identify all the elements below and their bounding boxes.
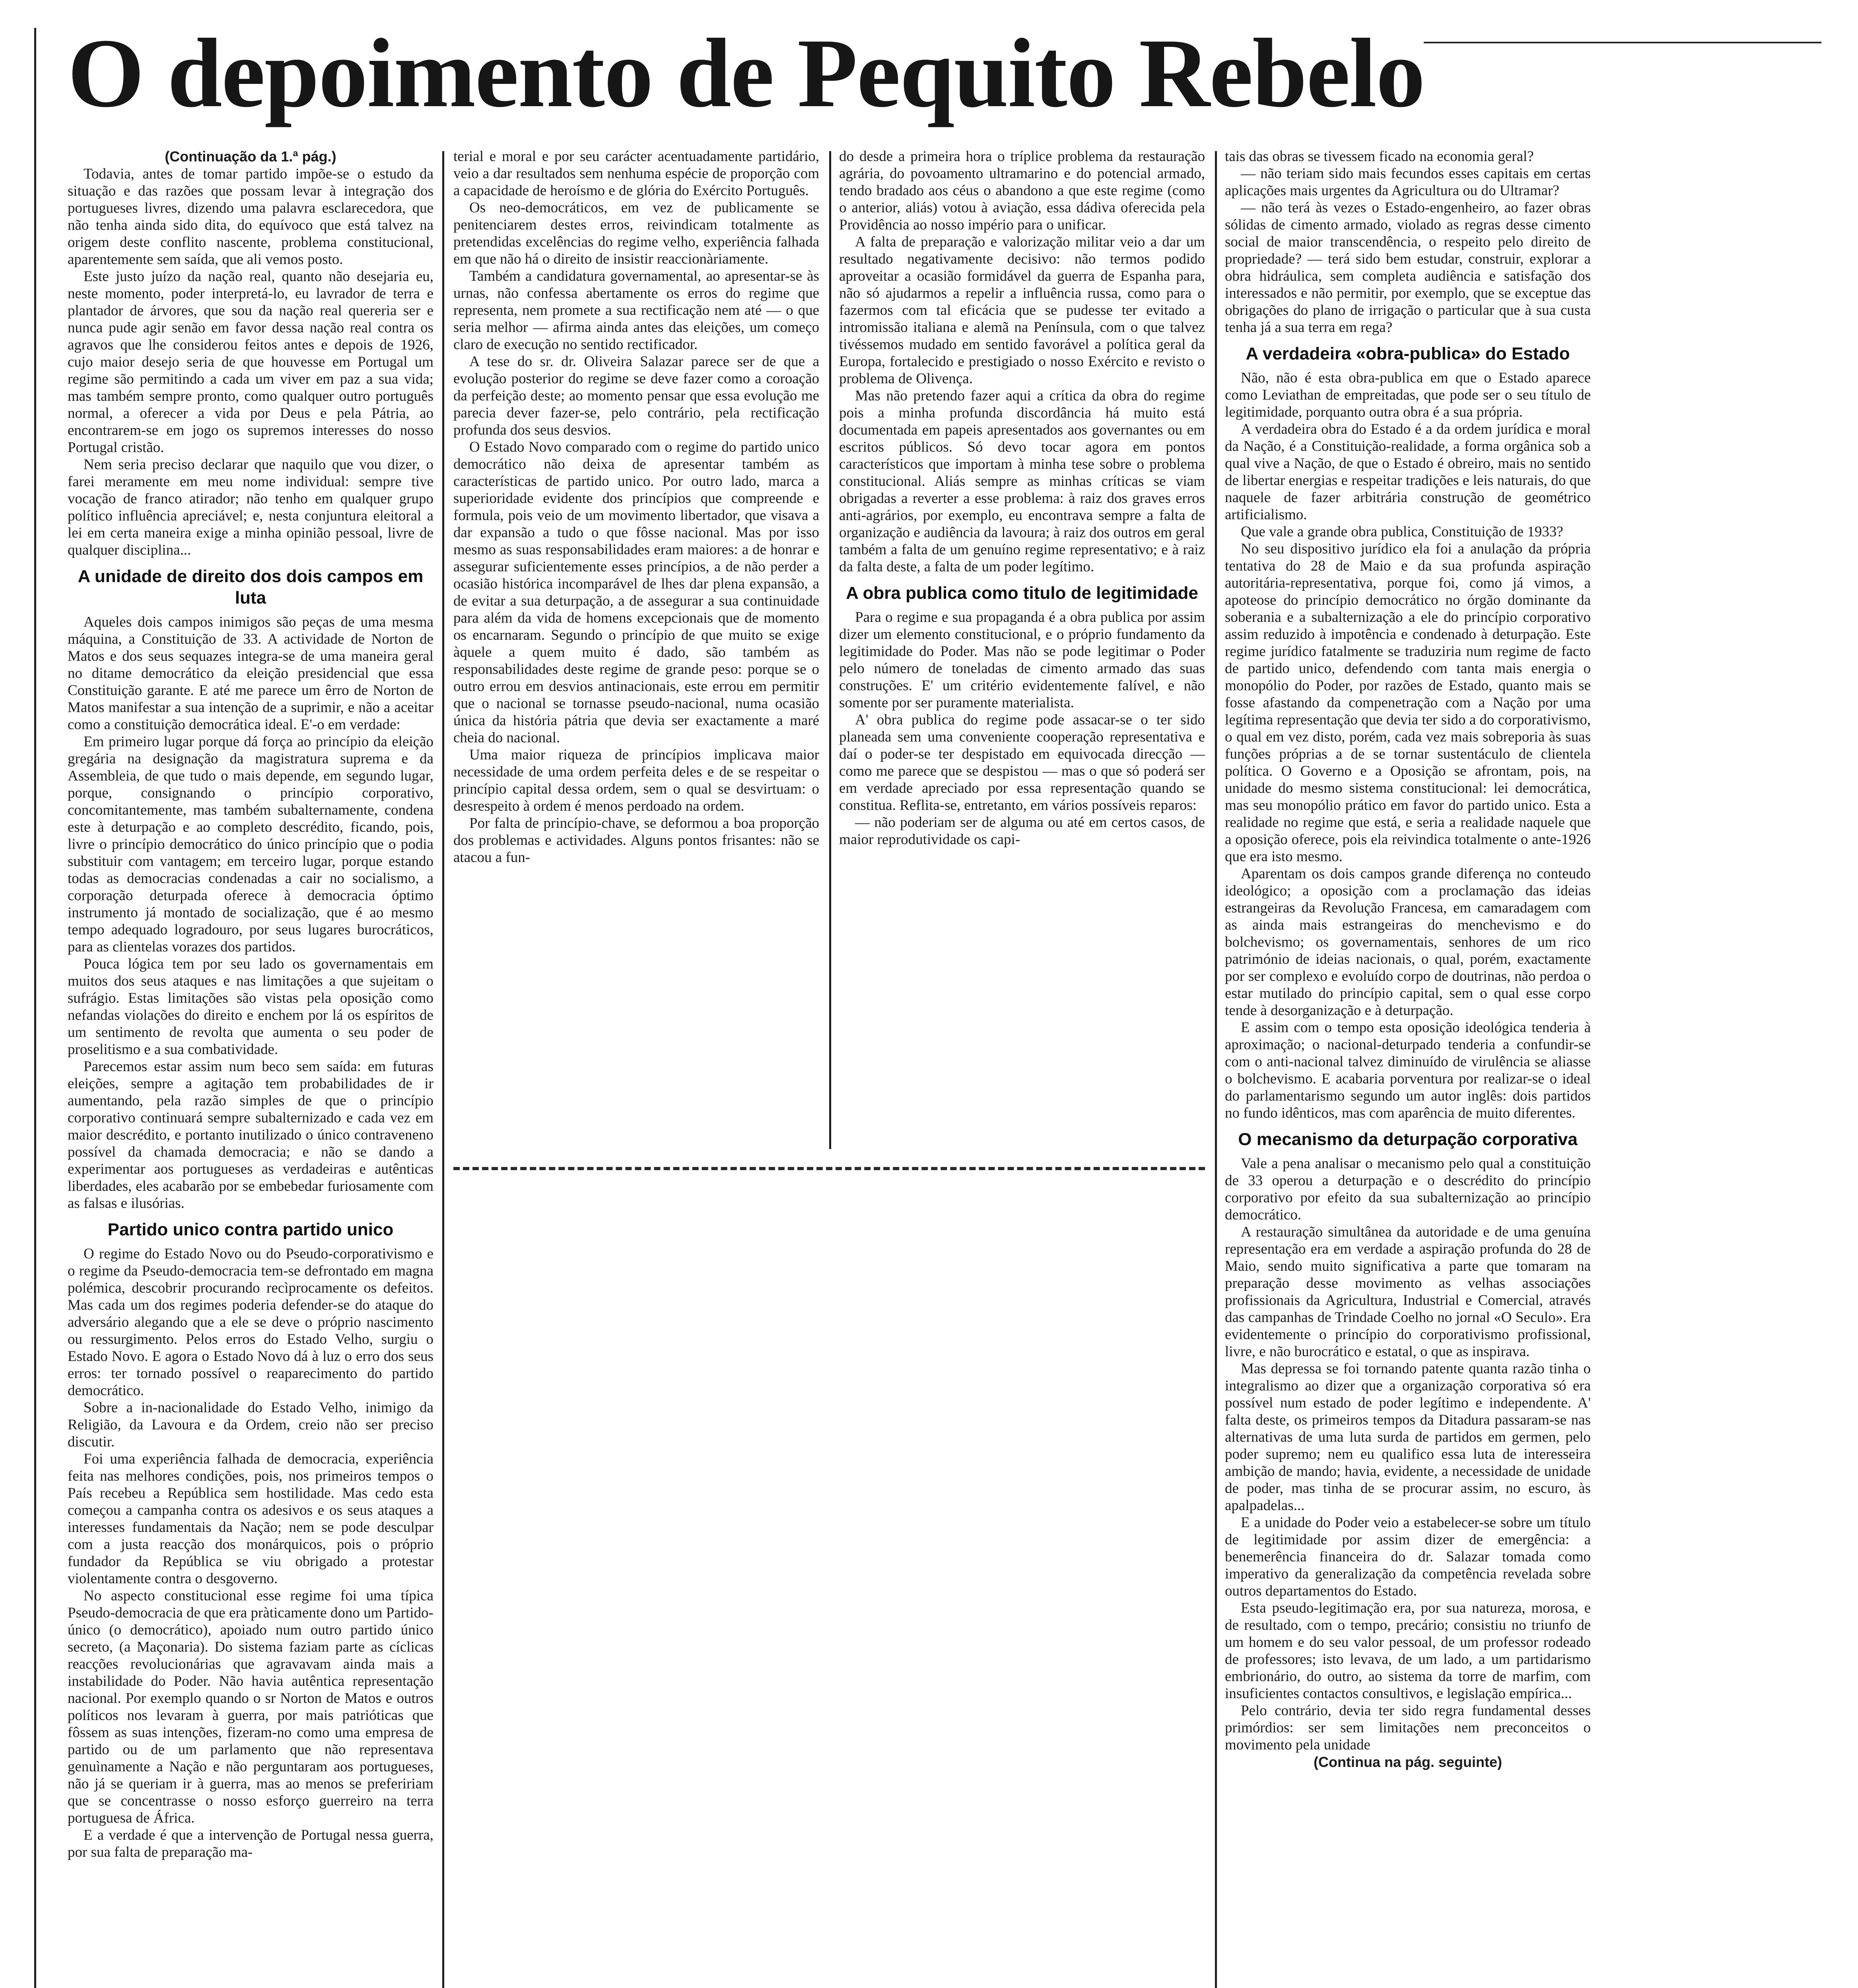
column-rule-2 (829, 151, 831, 1149)
section-heading: O mecanismo da deturpação corporativa (1238, 1130, 1578, 1149)
article-paragraph: Que vale a grande obra publica, Constituição de 1933? (1241, 524, 1563, 540)
left-margin-rule (34, 28, 36, 1988)
article-paragraph: Mas não pretendo fazer aqui a crítica da obra do regime pois a minha profunda discordância há muito está documentada em papeis apresentados aos governantes ou em escritos públicos. Só devo tocar agora em pontos característicos que importam à minha tese sobre o problema constitucional. Aliás sempre as minhas críticas se viam obrigadas a reverter a esse problema: à raiz dos graves erros anti-agrários, por exemplo, eu encontrava sempre a falta de organização e audiência da lavoura; à raiz dos outros em geral também a falta de um genuíno regime representativo; e à raiz da falta deste, a falta de um poder legítimo. (839, 388, 1205, 575)
article-paragraph: A' obra publica do regime pode assacar-se o ter sido planeada sem uma conveniente cooperação representativa e daí o poder-se ter despistado em equivocada direcção — como me parece que se despistou — mas o que só poderá ser em verdade apreciado por essa representação quando se constitua. Reflita-se, entretanto, em vários possíveis reparos: (839, 712, 1205, 813)
article-paragraph: tais das obras se tivessem ficado na economia geral? (1225, 148, 1534, 165)
article-paragraph: O regime do Estado Novo ou do Pseudo-corporativismo e o regime da Pseudo-democracia tem-se defrontado em magna polémica, descobrir procurando recìprocamente os defeitos. Mas cada um dos regimes poderia defender-se do ataque do adversário alegando que a ele se deve o próprio nascimento ou ressurgimento. Pelos erros do Estado Velho, surgiu o Estado Novo. E agora o Estado Novo dá à luz o erro dos seus erros: ter tornado possível o reaparecimento do partido democrático. (68, 1246, 433, 1399)
article-paragraph: O Estado Novo comparado com o regime do partido unico democrático não deixa de apresentar também as características de partido unico. Por outro lado, marca a superioridade evidente dos princípios que compreende e formula, pois veio de um movimento libertador, que visava a dar expansão a tudo o que fôsse nacional. Mas por isso mesmo as suas responsabilidades eram maiores: a de honrar e assegurar suficientemente esses princípios, a de não perder a ocasião histórica incomparável de lhes dar plena expansão, a de evitar a sua deturpação, a de assegurar a sua continuidade para além da vida de homens excepcionais que de momento os encarnaram. Segundo o princípio de que muito se exige àquele a quem muito é dado, são também as responsabilidades deste regime de grande peso: porque se o outro errou em desvios antinacionais, este errou em permitir que o nacional se tornasse pseudo-nacional, numa ocasião única da história pátria que devia ser exactamente a maré cheia do nacional. (453, 439, 819, 746)
article-column-3 (839, 148, 1205, 1158)
article-paragraph: Aparentam os dois campos grande diferença no conteudo ideológico; a oposição com a proclamação das ideias estrangeiras da Revolução Francesa, em camaradagem com as ainda mais estrangeiras do menchevismo e do bolchevismo; os governamentais, senhores de um rico património de ideias nacionais, o qual, porém, exactamente por ser complexo e evoluído corpo de doutrinas, não perdoa o estar mutilado do princípio capital, sem o qual esse corpo tende à desorganização e à deturpação. (1225, 866, 1591, 1019)
article-paragraph: Não, não é esta obra-publica em que o Estado aparece como Leviathan de empreitadas, que pode ser o seu título de legitimidade, porquanto outra obra é a sua própria. (1225, 370, 1591, 420)
continuation-note-bottom: (Continua na pág. seguinte) (1314, 1754, 1502, 1770)
continuation-note-top: (Continuação da 1.ª pág.) (165, 148, 336, 165)
article-paragraph: No seu dispositivo jurídico ela foi a anulação da própria tentativa do 28 de Maio e da sua profunda aspiração autoritária-representativa, porque foi, como já vimos, a apoteose do princípio democrático no órgão dominante da soberania e a subalternização a ele do princípio corporativo assim reduzido à impotência e condenado à deturpação. Este regime jurídico fatalmente se traduziria num regime de facto de partido unico, defendendo com tanta mais energia o monopólio do Poder, por razões de Estado, quanto mais se fosse afastando da compenetração com a Nação por uma legítima representação que devia ter sido a do corporativismo, o qual em vez disto, porém, cada vez mais sobreporia às suas funções próprias a de se tornar sustentáculo de clientela política. O Governo e a Oposição se afrontam, pois, na unidade do mesmo sistema constitucional: lei democrática, mas seu monopólio prático em favor do partido unico. Esta a realidade no regime que está, e seria a realidade naquele que a oposição oferece, pois ela reivindica totalmente o ante-1926 que era isto mesmo. (1225, 541, 1591, 865)
article-paragraph: Para o regime e sua propaganda é a obra publica por assim dizer um elemento constitucional, e o próprio fundamento da legitimidade do Poder. Mas não se pode legitimar o Poder pelo número de toneladas de cimento armado das suas construções. E' um critério evidentemente falível, e não somente por ser puramente materialista. (839, 609, 1205, 711)
section-heading: Partido unico contra partido unico (107, 1220, 394, 1239)
article-paragraph: Esta pseudo-legitimação era, por sua natureza, morosa, e de resultado, com o tempo, precário; consistiu no triunfo de um homem e do seu valor pessoal, de um professor rodeado de professores; isto levava, de um lado, a um partidarismo embrionário, do outro, ao sistema da torre de marfim, com insuficientes contactos consultivos, e legislação empírica... (1225, 1600, 1591, 1702)
article-paragraph: Pouca lógica tem por seu lado os governamentais em muitos dos seus ataques e nas limitações a que sujeitam o sufrágio. Estas limitações são vistas pela oposição como nefandas violações do direito e enchem por lá os espíritos de um sentimento de revolta que aumenta o seu poder de proselitismo e a sua combatividade. (68, 956, 433, 1058)
column-rule-3 (1215, 151, 1217, 1988)
article-column-1 (68, 148, 433, 1988)
article-paragraph: — não teriam sido mais fecundos esses capitais em certas aplicações mais urgentes da Agricultura ou do Ultramar? (1225, 165, 1591, 199)
article-paragraph: terial e moral e por seu carácter acentuadamente partidário, veio a dar resultados sem nenhuma espécie de proporção com a capacidade de heroísmo e de glória do Exército Português. (453, 148, 819, 199)
article-paragraph: Em primeiro lugar porque dá força ao princípio da eleição gregária na designação da magistratura suprema e da Assembleia, de que tudo o mais depende, em segundo lugar, porque, consignando o princípio corporativo, concomitantemente, mas também subalternamente, condena este à deturpação e ao completo descrédito, ficando, pois, livre o princípio democrático do único princípio que o podia substituir com vantagem; em terceiro lugar, porque estando todas as democracias condenadas a cair no socialismo, a corporação deturpada oferece à democracia óptimo instrumento já montado de socialização, que é ao mesmo tempo adequado logradouro, por seus lugares burocráticos, para as clientelas vorazes dos partidos. (68, 734, 433, 955)
article-paragraph: Também a candidatura governamental, ao apresentar-se às urnas, não confessa abertamente os erros do regime que representa, nem promete a sua rectificação nem até — o que seria melhor — afirma ainda antes das eleições, um começo claro de execução no sentido rectificador. (453, 268, 819, 353)
section-cut-line (453, 1167, 1205, 1170)
article-column-4 (1225, 148, 1591, 1988)
article-paragraph: E a verdade é que a intervenção de Portugal nessa guerra, por sua falta de preparação ma- (68, 1827, 433, 1860)
article-paragraph: Foi uma experiência falhada de democracia, experiência feita nas melhores condições, pois, nos primeiros tempos o País recebeu a República sem hostilidade. Mas cedo esta começou a campanha contra os adesivos e os seus ataques a interesses fundamentais da Nação; nem se pode desculpar com a justa reacção dos monárquicos, pois o próprio fundador da República se viu obrigado a protestar violentamente contra o desgoverno. (68, 1451, 433, 1587)
article-paragraph: Pelo contrário, devia ter sido regra fundamental desses primórdios: ser sem limitações nem preconceitos o movimento pela unidade (1225, 1703, 1591, 1753)
section-heading: A obra publica como titulo de legitimidade (846, 583, 1198, 603)
article-paragraph: E a unidade do Poder veio a estabelecer-se sobre um título de legitimidade por assim dizer de emergência: a benemerência financeira do dr. Salazar tomada como imperativo da generalização da competência revelada sobre outros departamentos do Estado. (1225, 1514, 1591, 1599)
article-paragraph: A restauração simultânea da autoridade e de uma genuína representação era em verdade a aspiração profunda do 28 de Maio, sendo muito significativa a parte que tomaram na preparação desse movimento as velhas associações profissionais da Agricultura, Industrial e Comercial, através das campanhas de Trindade Coelho no jornal «O Seculo». Era evidentemente o princípio do corporativismo profissional, livre, e não burocrático e estatal, o que as inspirava. (1225, 1224, 1591, 1360)
article-paragraph: Aqueles dois campos inimigos são peças de uma mesma máquina, a Constituição de 33. A actividade de Norton de Matos e dos seus sequazes integra-se de uma maneira geral no ditame democrático da eleição presidencial que essa Constituição garante. E até me parece um êrro de Norton de Matos manifestar a sua intenção de a suprimir, e não a aceitar como a constituição democrática ideal. E'-o em verdade: (68, 614, 433, 733)
column-rule-1 (442, 151, 444, 1988)
section-heading: A verdadeira «obra-publica» do Estado (1246, 344, 1570, 363)
article-paragraph: Os neo-democráticos, em vez de publicamente se penitenciarem destes erros, reivindicam totalmente as pretendidas excelências do regime velho, experiência falhada em que não há o direito de insistir reaccionàriamente. (453, 200, 819, 267)
article-paragraph: — não terá às vezes o Estado-engenheiro, ao fazer obras sólidas de cimento armado, violado as regras desse cimento social de maior transcendência, o respeito pelo direito de propriedade? — terá sido bem estudar, construir, explorar a obra hidráulica, sem completa audiência e satisfação dos interessados e não permitir, por exemplo, que se exceptue das obrigações do plano de irrigação o particular que à sua custa tenha já a sua terra em rega? (1225, 200, 1591, 336)
article-paragraph: Mas depressa se foi tornando patente quanta razão tinha o integralismo ao dizer que a organização corporativa só era possível num estado de poder legítimo e independente. A' falta deste, os primeiros tempos da Ditadura passaram-se nas alternativas de uma luta surda de partidos em germen, pelo poder supremo; nem eu qualifico essa luta de interesseira ambição de mando; havia, evidente, a necessidade de unidade de poder, mas tinha de se procurar assim, no escuro, às apalpadelas... (1225, 1361, 1591, 1514)
article-paragraph: No aspecto constitucional esse regime foi uma típica Pseudo-democracia de que era pràticamente dono um Partido-único (o democrático), apoiado num outro partido único secreto, (a Maçonaria). Do sistema faziam parte as cíclicas reacções revolucionárias que agravavam ainda mais a instabilidade do Poder. Não havia autêntica representação nacional. Por exemplo quando o sr Norton de Matos e outros políticos nos levaram à guerra, por mais patrióticas que fôssem as suas intenções, fizeram-no como uma empresa de partido ou de um parlamento que não representava genuìnamente a Nação e não perguntaram aos portugueses, não já se queriam ir à guerra, mas ao menos se prefeririam que se concentrasse o nosso esforço guerreiro na terra portuguesa de África. (68, 1588, 433, 1826)
article-paragraph: Este justo juízo da nação real, quanto não desejaria eu, neste momento, poder interpretá-lo, eu lavrador de terra e plantador de árvores, que sou da nação real quereria ser e nunca pude agir senão em favor dessa nação real contra os agravos que lhe considerou feitos antes e depois de 1926, cujo maior desejo seria de que houvesse em Portugal um regime são permitindo a cada um viver em paz a sua vida; mas também sempre pronto, como qualquer outro português normal, a oferecer a vida por Deus e pela Pátria, ao encontrarem-se em jogo os supremos interesses do nosso Portugal cristão. (68, 268, 433, 456)
article-column-2 (453, 148, 819, 1158)
article-paragraph: Vale a pena analisar o mecanismo pelo qual a constituição de 33 operou a deturpação e o descrédito do princípio corporativo por efeito da sua subalternização ao princípio democrático. (1225, 1155, 1591, 1223)
article-paragraph: Todavia, antes de tomar partido impõe-se o estudo da situação e das razões que possam levar à integração dos portugueses livres, dizendo uma palavra esclarecedora, que não tenha ainda sido dita, do equívoco que está talvez na origem deste conflito nascente, problema constitucional, aparentemente sem saída, que ali vemos posto. (68, 166, 433, 268)
article-paragraph: Parecemos estar assim num beco sem saída: em futuras eleições, sempre a agitação tem probabilidades de ir aumentando, pela razão simples de que o princípio corporativo continuará sempre subalternizado e cada vez em maior descrédito, e portanto inutilizado o único contraveneno possível da chamada democracia; e não se dando a experimentar aos portugueses as verdadeiras e autênticas liberdades, eles acabarão por se embebedar furiosamente com as falsas e ilusórias. (68, 1058, 433, 1211)
article-paragraph: A falta de preparação e valorização militar veio a dar um resultado negativamente decisivo: não termos podido aproveitar a ocasião formidável da guerra de Espanha para, não só ajudarmos a repelir a influência russa, como para o fazermos com tal eficácia que se pudesse ter evitado a intromissão italiana e alemã na Península, com o que talvez tivéssemos mudado em sentido favorável a política geral da Europa, fortalecido e prestigiado o nosso Exército e revisto o problema de Olivença. (839, 234, 1205, 387)
article-paragraph: E assim com o tempo esta oposição ideológica tenderia à aproximação; o nacional-deturpado tenderia a confundir-se com o anti-nacional talvez diminuído de virulência se aliasse o bolchevismo. E acabaria porventura por realizar-se o ideal do parlamentarismo segundo um autor inglês: dois partidos no fundo idênticos, mas com aparência de muito diferentes. (1225, 1019, 1591, 1121)
article-paragraph: A verdadeira obra do Estado é a da ordem jurídica e moral da Nação, é a Constituição-realidade, a forma orgânica sob a qual vive a Nação, de que o Estado é obreiro, mais no sentido de libertar energias e respeitar tradições e leis naturais, do que naquele de fazer arbitrária construção de geométrico artificialismo. (1225, 421, 1591, 523)
article-paragraph: A tese do sr. dr. Oliveira Salazar parece ser de que a evolução posterior do regime se deve fazer como a coroação da perfeição deste; ao momento pensar que essa evolução me parecia dever fazer-se, pelo contrário, pela rectificação profunda dos seus desvios. (453, 353, 819, 438)
article-paragraph: Nem seria preciso declarar que naquilo que vou dizer, o farei meramente em meu nome individual: sempre tive vocação de franco atirador; não tenho em qualquer grupo político influência apreciável; e, nesta conjuntura eleitoral a lei em certa maneira exige a minha opinião pessoal, livre de qualquer disciplina... (68, 456, 433, 558)
article-paragraph: Uma maior riqueza de princípios implicava maior necessidade de uma ordem perfeita deles e de se respeitar o princípio capital dessa ordem, sem o qual se desvirtuam: o desrespeito à ordem é menos perdoado na ordem. (453, 747, 819, 814)
section-heading: A unidade de direito dos dois campos em luta (78, 567, 424, 608)
article-paragraph: Sobre a in-nacionalidade do Estado Velho, inimigo da Religião, da Lavoura e da Ordem, creio não ser preciso discutir. (68, 1400, 433, 1450)
article-paragraph: Por falta de princípio-chave, se deformou a boa proporção dos problemas e actividades. Alguns pontos frisantes: não se atacou a fun- (453, 815, 819, 866)
article-paragraph: do desde a primeira hora o tríplice problema da restauração agrária, do povoamento ultramarino e do potencial armado, tendo bradado aos céus o abandono a que este regime (como o anterior, aliás) votou à aviação, essa dádiva oferecida pela Providência ao nosso império para o unificar. (839, 148, 1205, 233)
page-title: O depoimento de Pequito Rebelo (68, 18, 1425, 128)
article-paragraph: — não poderiam ser de alguma ou até em certos casos, de maior reprodutividade os capi- (839, 814, 1205, 848)
title-rule (1424, 42, 1821, 43)
